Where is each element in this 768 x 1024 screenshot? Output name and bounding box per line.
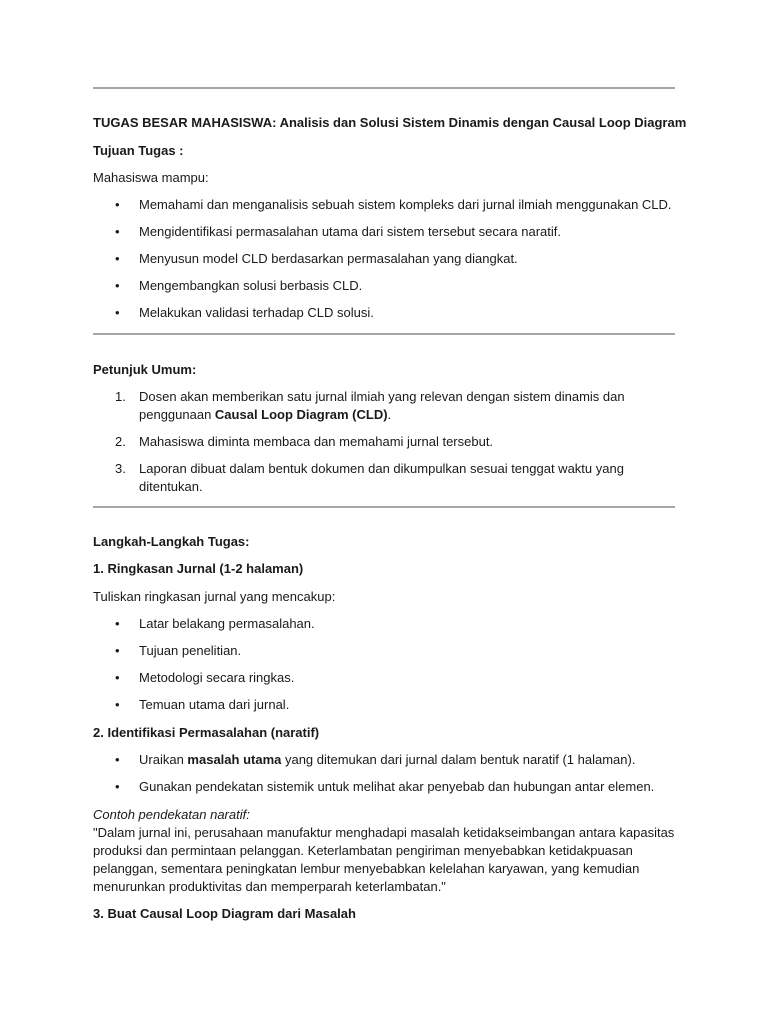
divider-1 bbox=[93, 333, 675, 335]
list-item-text: Mahasiswa diminta membaca dan memahami jurnal tersebut. bbox=[139, 434, 494, 449]
example-label: Contoh pendekatan naratif: bbox=[93, 807, 250, 822]
step1-heading: 1. Ringkasan Jurnal (1-2 halaman) bbox=[93, 561, 304, 576]
list-item-text: Mengembangkan solusi berbasis CLD. bbox=[139, 278, 363, 293]
list-item bbox=[93, 669, 675, 687]
petunjuk-list bbox=[93, 388, 675, 496]
list-item-bold: masalah utama bbox=[187, 752, 282, 767]
list-number: 2. bbox=[115, 434, 126, 449]
list-item-text: Latar belakang permasalahan. bbox=[139, 616, 315, 631]
bullet-icon: • bbox=[115, 224, 120, 239]
list-item-text-end: . bbox=[387, 407, 392, 422]
bullet-icon: • bbox=[115, 752, 120, 767]
list-item-text: Laporan dibuat dalam bentuk dokumen dan dikumpulkan sesuai tenggat waktu yang ditentukan. bbox=[139, 461, 624, 494]
list-number: 3. bbox=[115, 461, 126, 476]
divider-top bbox=[93, 87, 675, 89]
list-item bbox=[93, 460, 675, 496]
list-item-text: Menyusun model CLD berdasarkan permasalahan yang diangkat. bbox=[139, 251, 518, 266]
bullet-icon: • bbox=[115, 643, 120, 658]
bullet-icon: • bbox=[115, 670, 120, 685]
list-item bbox=[93, 615, 675, 633]
step2-heading: 2. Identifikasi Permasalahan (naratif) bbox=[93, 725, 320, 740]
list-item-text: Mengidentifikasi permasalahan utama dari sistem tersebut secara naratif. bbox=[139, 224, 561, 239]
list-item bbox=[93, 277, 675, 295]
list-item-text: Temuan utama dari jurnal. bbox=[139, 697, 290, 712]
list-item-bold: Causal Loop Diagram (CLD) bbox=[214, 407, 388, 422]
list-item-text: Tujuan penelitian. bbox=[139, 643, 242, 658]
bullet-icon: • bbox=[115, 305, 120, 320]
list-item bbox=[93, 642, 675, 660]
list-item-text: Uraikan bbox=[139, 752, 188, 767]
list-number: 1. bbox=[115, 389, 126, 404]
step3-heading: 3. Buat Causal Loop Diagram dari Masalah bbox=[93, 906, 356, 921]
list-item bbox=[93, 751, 675, 769]
bullet-icon: • bbox=[115, 779, 120, 794]
list-item bbox=[93, 250, 675, 268]
list-item-text: Dosen akan memberikan satu jurnal ilmiah yang relevan dengan sistem dinamis dan penggunaan bbox=[139, 389, 625, 422]
bullet-icon: • bbox=[115, 697, 120, 712]
langkah-heading: Langkah-Langkah Tugas: bbox=[93, 534, 250, 549]
list-item-text-end: yang ditemukan dari jurnal dalam bentuk naratif (1 halaman). bbox=[281, 752, 636, 767]
list-item-text: Melakukan validasi terhadap CLD solusi. bbox=[139, 305, 374, 320]
list-item bbox=[93, 388, 675, 424]
document-title: TUGAS BESAR MAHASISWA: Analisis dan Solusi Sistem Dinamis dengan Causal Loop Diagram bbox=[93, 115, 687, 130]
list-item bbox=[93, 778, 675, 796]
list-item bbox=[93, 433, 675, 451]
example-text: "Dalam jurnal ini, perusahaan manufaktur menghadapi masalah ketidakseimbangan antara kapasitas produksi dan permintaan pelanggan. Keterlambatan pengiriman menyebabkan ketidakpuasan pelanggan, sementara peningkatan lembur menyebabkan kelelahan karyawan, yang kemudian menurunkan produktivitas dan memperparah keterlambatan." bbox=[93, 825, 675, 894]
bullet-icon: • bbox=[115, 197, 120, 212]
tujuan-list bbox=[93, 196, 675, 322]
list-item bbox=[93, 196, 675, 214]
list-item bbox=[93, 223, 675, 241]
divider-2 bbox=[93, 506, 675, 508]
tujuan-intro: Mahasiswa mampu: bbox=[93, 170, 209, 185]
bullet-icon: • bbox=[115, 251, 120, 266]
step2-list bbox=[93, 751, 675, 796]
step1-intro: Tuliskan ringkasan jurnal yang mencakup: bbox=[93, 589, 336, 604]
petunjuk-heading: Petunjuk Umum: bbox=[93, 362, 197, 377]
step1-list bbox=[93, 615, 675, 714]
list-item-text: Memahami dan menganalisis sebuah sistem kompleks dari jurnal ilmiah menggunakan CLD. bbox=[139, 197, 672, 212]
bullet-icon: • bbox=[115, 616, 120, 631]
bullet-icon: • bbox=[115, 278, 120, 293]
list-item bbox=[93, 696, 675, 714]
list-item-text: Metodologi secara ringkas. bbox=[139, 670, 295, 685]
list-item bbox=[93, 304, 675, 322]
tujuan-heading: Tujuan Tugas : bbox=[93, 143, 184, 158]
list-item-text: Gunakan pendekatan sistemik untuk melihat akar penyebab dan hubungan antar elemen. bbox=[139, 779, 655, 794]
